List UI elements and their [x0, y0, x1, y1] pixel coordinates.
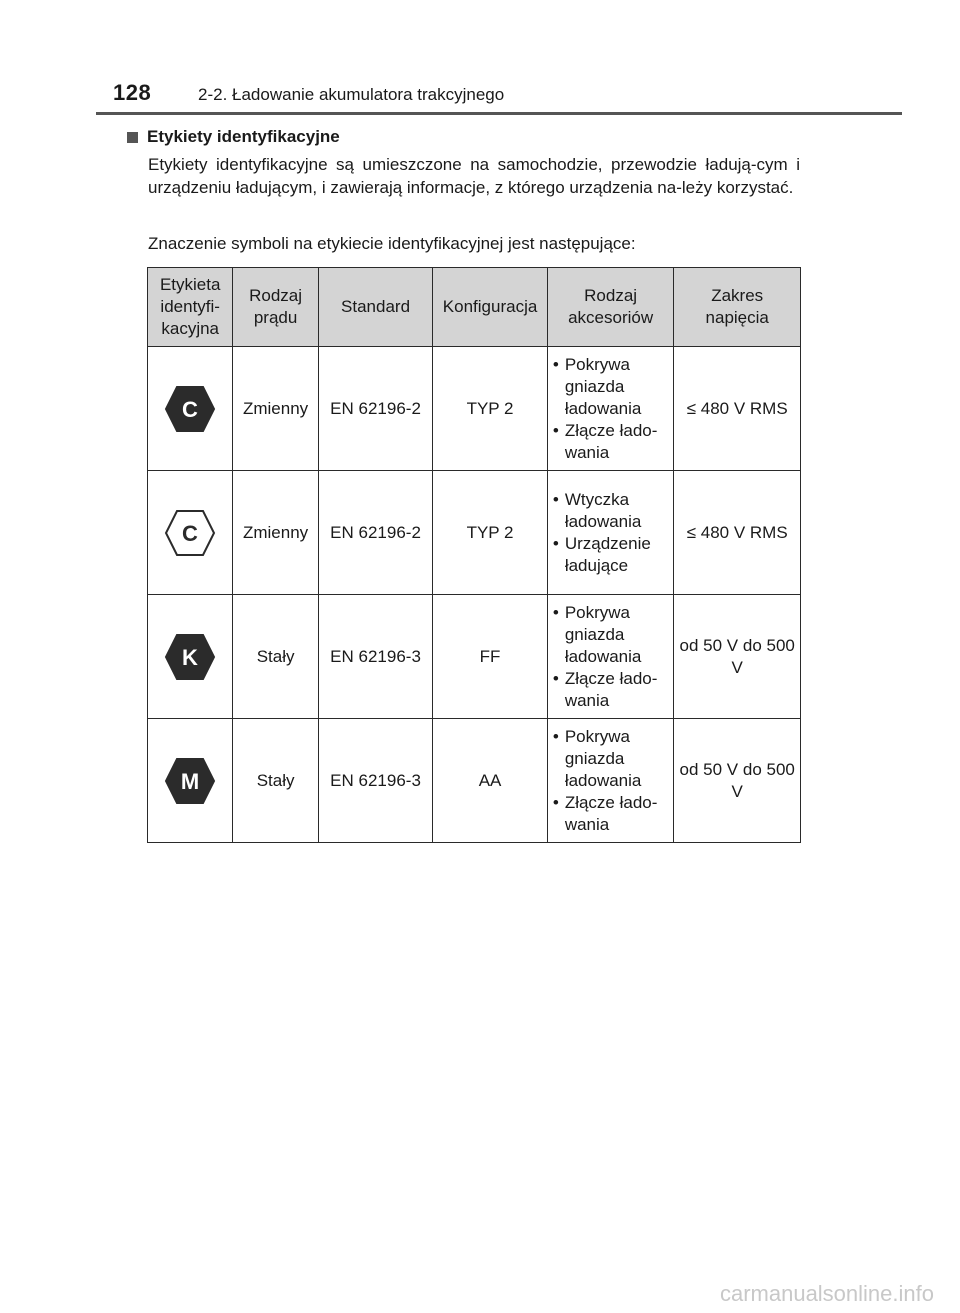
symbol-cell [148, 471, 233, 595]
watermark: carmanualsonline.info [719, 1281, 934, 1306]
config-cell: FF [433, 595, 548, 719]
standard-cell: EN 62196-2 [318, 347, 433, 471]
current-cell: Zmienny [233, 471, 318, 595]
accessory-item: • Urządzenie ładujące [551, 533, 671, 577]
accessory-item: • Pokrywa gniazda ładowania [551, 354, 671, 420]
voltage-cell: ≤ 480 V RMS [674, 471, 801, 595]
hexagon-c-outline-icon [164, 509, 216, 557]
accessory-item: • Złącze łado-wania [551, 792, 671, 836]
page-number: 128 [113, 80, 152, 105]
symbol-letter: C [182, 520, 199, 546]
standard-cell: EN 62196-3 [318, 719, 433, 843]
symbol-cell [148, 347, 233, 471]
config-cell: AA [433, 719, 548, 843]
section-title: Etykiety identyfikacyjne [147, 127, 340, 146]
table-row [148, 347, 801, 471]
symbol-letter: M [181, 768, 200, 794]
accessory-item: • Złącze łado-wania [551, 668, 671, 712]
table-row [148, 719, 801, 843]
voltage-cell: ≤ 480 V RMS [674, 347, 801, 471]
accessories-cell [547, 347, 674, 471]
symbol-cell [148, 719, 233, 843]
header-voltage: Zakres napięcia [674, 268, 801, 347]
table-header-row [148, 268, 801, 347]
voltage-cell: od 50 V do 500 V [674, 719, 801, 843]
running-header: 2-2. Ładowanie akumulatora trakcyjnego [198, 85, 505, 104]
section-heading [127, 127, 340, 147]
accessory-item: • Złącze łado-wania [551, 420, 671, 464]
standard-cell: EN 62196-2 [318, 471, 433, 595]
square-bullet-icon [127, 132, 138, 143]
standard-cell: EN 62196-3 [318, 595, 433, 719]
current-cell: Stały [233, 719, 318, 843]
intro-paragraph: Etykiety identyfikacyjne są umieszczone na samochodzie, przewodzie ładują-cym i urządzeniu ładującym, i zawierają informacje, z którego urządzenia na-leży korzystać. [148, 155, 800, 197]
header-label: Etykieta identyfi-kacyjna [148, 268, 233, 347]
accessories-cell [547, 471, 674, 595]
hexagon-m-filled-icon [164, 757, 216, 805]
accessory-item: • Wtyczka ładowania [551, 489, 671, 533]
header-current: Rodzaj prądu [233, 268, 318, 347]
current-cell: Zmienny [233, 347, 318, 471]
table-row [148, 595, 801, 719]
header-accessories: Rodzaj akcesoriów [547, 268, 674, 347]
hexagon-k-filled-icon [164, 633, 216, 681]
symbol-letter: K [182, 644, 199, 670]
symbols-intro-paragraph: Znaczenie symboli na etykiecie identyfikacyjnej jest następujące: [148, 234, 636, 253]
current-cell: Stały [233, 595, 318, 719]
label-table [147, 267, 801, 843]
header-standard: Standard [318, 268, 433, 347]
symbol-cell [148, 595, 233, 719]
voltage-cell: od 50 V do 500 V [674, 595, 801, 719]
accessories-cell [547, 719, 674, 843]
config-cell: TYP 2 [433, 471, 548, 595]
header-rule [96, 112, 902, 115]
accessories-cell [547, 595, 674, 719]
header-config: Konfiguracja [433, 268, 548, 347]
symbol-letter: C [182, 396, 199, 422]
hexagon-c-filled-icon [164, 385, 216, 433]
accessory-item: • Pokrywa gniazda ładowania [551, 602, 671, 668]
accessory-item: • Pokrywa gniazda ładowania [551, 726, 671, 792]
table-row [148, 471, 801, 595]
config-cell: TYP 2 [433, 347, 548, 471]
